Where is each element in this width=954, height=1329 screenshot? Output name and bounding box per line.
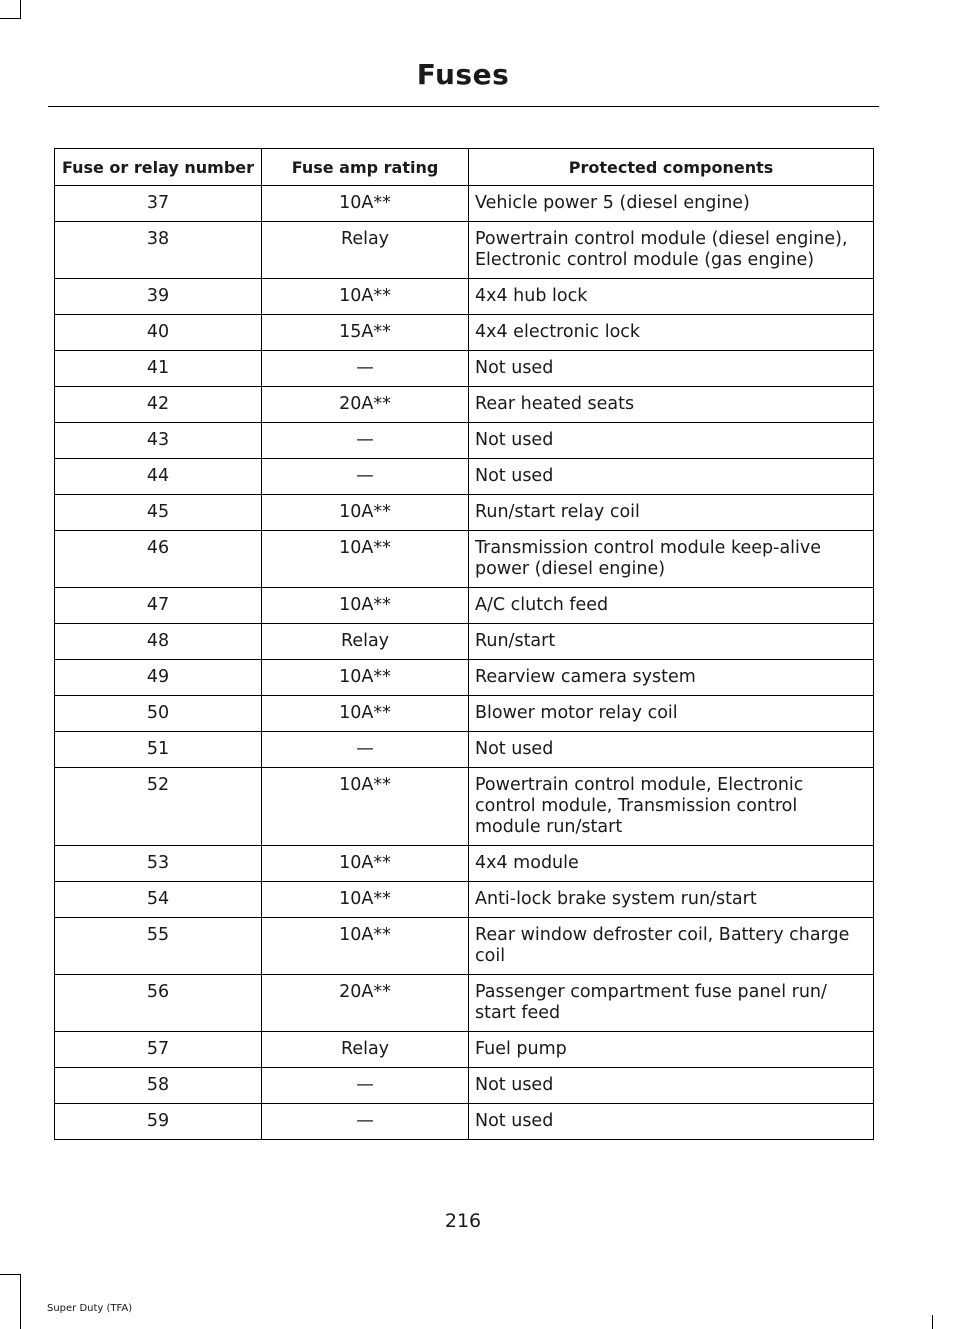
protected-component-cell: Run/start: [469, 624, 874, 660]
table-row: [55, 279, 874, 315]
title-divider: [48, 106, 879, 107]
protected-component-cell: Not used: [469, 732, 874, 768]
protected-component-cell: Blower motor relay coil: [469, 696, 874, 732]
fuse-number-cell: 39: [55, 279, 262, 315]
amp-rating-cell: 10A**: [262, 768, 469, 846]
crop-mark: [932, 1315, 933, 1329]
protected-component-cell: Not used: [469, 1068, 874, 1104]
protected-component-cell: Powertrain control module, Electronic control module, Transmission control module run/start: [469, 768, 874, 846]
table-row: [55, 918, 874, 975]
protected-component-cell: 4x4 electronic lock: [469, 315, 874, 351]
amp-rating-cell: 10A**: [262, 279, 469, 315]
fuse-number-cell: 40: [55, 315, 262, 351]
fuse-number-cell: 58: [55, 1068, 262, 1104]
fuse-number-cell: 51: [55, 732, 262, 768]
amp-rating-cell: 20A**: [262, 387, 469, 423]
table-row: [55, 186, 874, 222]
protected-component-cell: Not used: [469, 1104, 874, 1140]
column-header-components: Protected components: [469, 149, 874, 186]
fuse-table: [54, 148, 874, 1140]
fuse-number-cell: 50: [55, 696, 262, 732]
fuse-number-cell: 59: [55, 1104, 262, 1140]
table-row: [55, 768, 874, 846]
amp-rating-cell: 10A**: [262, 660, 469, 696]
amp-rating-cell: 10A**: [262, 495, 469, 531]
fuse-number-cell: 42: [55, 387, 262, 423]
table-row: [55, 732, 874, 768]
amp-rating-cell: 20A**: [262, 975, 469, 1032]
fuse-number-cell: 38: [55, 222, 262, 279]
table-row: [55, 846, 874, 882]
fuse-number-cell: 52: [55, 768, 262, 846]
protected-component-cell: Run/start relay coil: [469, 495, 874, 531]
crop-mark: [0, 1274, 20, 1275]
protected-component-cell: Powertrain control module (diesel engine), Electronic control module (gas engine): [469, 222, 874, 279]
fuse-number-cell: 54: [55, 882, 262, 918]
amp-rating-cell: Relay: [262, 624, 469, 660]
fuse-number-cell: 41: [55, 351, 262, 387]
crop-mark: [0, 18, 20, 19]
table-row: [55, 351, 874, 387]
protected-component-cell: Not used: [469, 423, 874, 459]
protected-component-cell: Vehicle power 5 (diesel engine): [469, 186, 874, 222]
protected-component-cell: 4x4 module: [469, 846, 874, 882]
amp-rating-cell: —: [262, 423, 469, 459]
table-row: [55, 315, 874, 351]
table-row: [55, 1104, 874, 1140]
amp-rating-cell: —: [262, 1104, 469, 1140]
amp-rating-cell: 10A**: [262, 186, 469, 222]
table-row: [55, 459, 874, 495]
amp-rating-cell: —: [262, 1068, 469, 1104]
amp-rating-cell: 10A**: [262, 531, 469, 588]
protected-component-cell: 4x4 hub lock: [469, 279, 874, 315]
page-number: 216: [444, 1210, 482, 1232]
protected-component-cell: Rearview camera system: [469, 660, 874, 696]
table-row: [55, 495, 874, 531]
fuse-number-cell: 48: [55, 624, 262, 660]
fuse-number-cell: 49: [55, 660, 262, 696]
table-row: [55, 660, 874, 696]
protected-component-cell: Not used: [469, 351, 874, 387]
column-header-number: Fuse or relay number: [55, 149, 262, 186]
fuse-table-body: [55, 186, 874, 1140]
fuse-number-cell: 43: [55, 423, 262, 459]
amp-rating-cell: 10A**: [262, 696, 469, 732]
table-row: [55, 696, 874, 732]
amp-rating-cell: 10A**: [262, 882, 469, 918]
table-row: [55, 882, 874, 918]
column-header-rating: Fuse amp rating: [262, 149, 469, 186]
table-row: [55, 222, 874, 279]
amp-rating-cell: 10A**: [262, 846, 469, 882]
fuse-number-cell: 57: [55, 1032, 262, 1068]
crop-mark: [20, 0, 21, 19]
protected-component-cell: Rear window defroster coil, Battery charge coil: [469, 918, 874, 975]
protected-component-cell: Rear heated seats: [469, 387, 874, 423]
amp-rating-cell: Relay: [262, 1032, 469, 1068]
amp-rating-cell: —: [262, 459, 469, 495]
protected-component-cell: Not used: [469, 459, 874, 495]
amp-rating-cell: 10A**: [262, 918, 469, 975]
table-row: [55, 387, 874, 423]
footer-label: Super Duty (TFA): [47, 1303, 133, 1314]
table-row: [55, 975, 874, 1032]
fuse-number-cell: 44: [55, 459, 262, 495]
protected-component-cell: Transmission control module keep-alive power (diesel engine): [469, 531, 874, 588]
table-row: [55, 588, 874, 624]
protected-component-cell: Fuel pump: [469, 1032, 874, 1068]
table-row: [55, 423, 874, 459]
fuse-number-cell: 45: [55, 495, 262, 531]
fuse-number-cell: 55: [55, 918, 262, 975]
amp-rating-cell: —: [262, 732, 469, 768]
table-row: [55, 1032, 874, 1068]
protected-component-cell: Anti-lock brake system run/start: [469, 882, 874, 918]
table-row: [55, 624, 874, 660]
fuse-number-cell: 47: [55, 588, 262, 624]
amp-rating-cell: Relay: [262, 222, 469, 279]
table-row: [55, 531, 874, 588]
amp-rating-cell: 15A**: [262, 315, 469, 351]
fuse-number-cell: 46: [55, 531, 262, 588]
amp-rating-cell: 10A**: [262, 588, 469, 624]
fuse-number-cell: 53: [55, 846, 262, 882]
table-row: [55, 1068, 874, 1104]
table-header-row: [55, 149, 874, 186]
fuse-number-cell: 37: [55, 186, 262, 222]
protected-component-cell: A/C clutch feed: [469, 588, 874, 624]
protected-component-cell: Passenger compartment fuse panel run/ start feed: [469, 975, 874, 1032]
page-title: Fuses: [416, 58, 510, 91]
crop-mark: [20, 1274, 21, 1329]
fuse-number-cell: 56: [55, 975, 262, 1032]
amp-rating-cell: —: [262, 351, 469, 387]
